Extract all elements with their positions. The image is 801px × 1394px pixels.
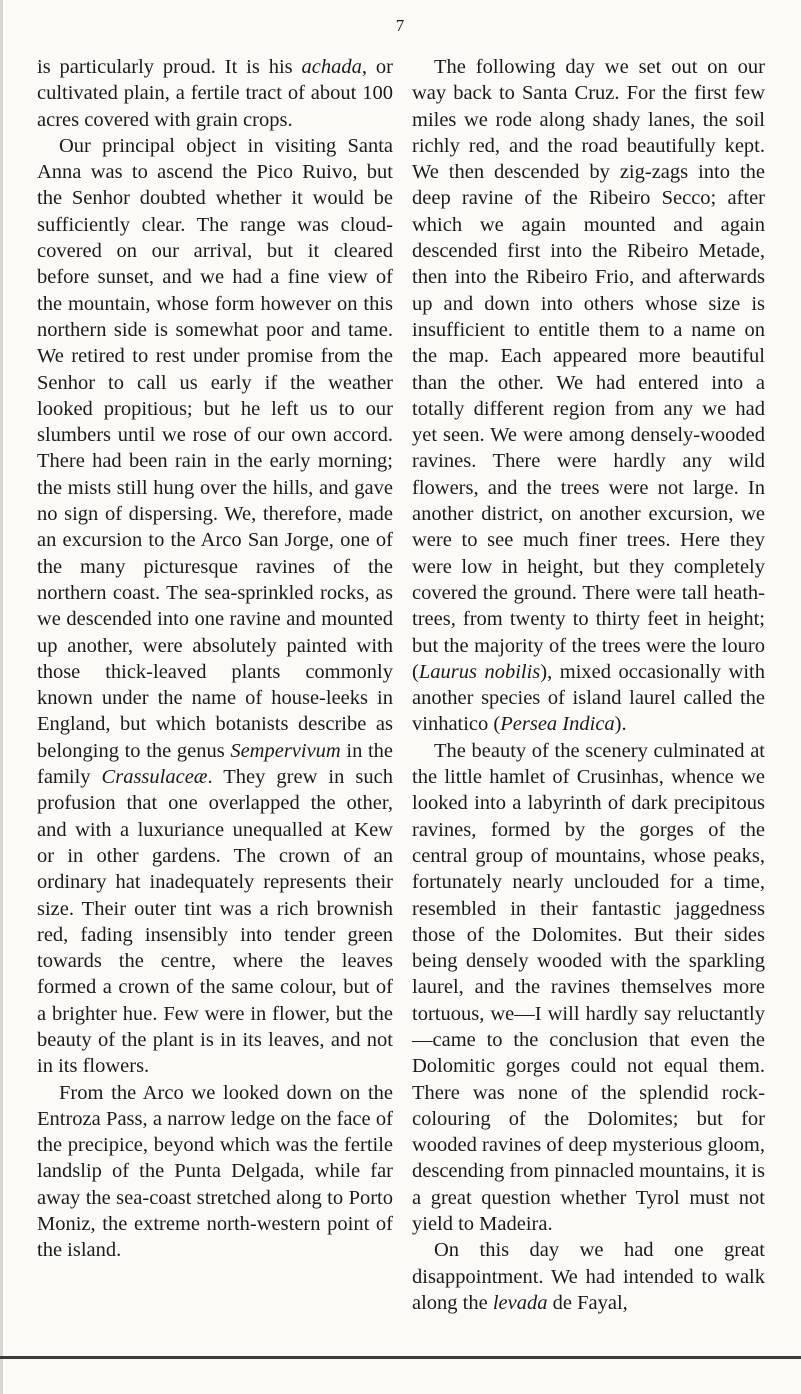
- paragraph-arco: From the Arco we looked down on the Entroza Pass, a narrow ledge on the face of the precipice, beyond which was the fertile landslip of the Punta Delgada, while far away the sea-coast stretched along to Porto Moniz, the extreme north-western point of the island.: [37, 1081, 393, 1262]
- paragraph-levada: On this day we had one great disappointment. We had intended to walk along the levada de Fayal,: [412, 1239, 765, 1314]
- paragraph-santa-cruz: The following day we set out on our way back to Santa Cruz. For the first few miles we rode along shady lanes, the soil richly red, and the road beautifully kept. We then descended by zig-zags into the deep ravine of the Ribeiro Secco; after which we again mounted and again descended first into the Ribeiro Metade, then into the Ribeiro Frio, and afterwards up and down into others whose size is insufficient to entitle them to a name on the map. Each appeared more beautiful than the other. We had entered into a totally different region from any we had yet seen. We were among densely-wooded ravines. There were hardly any wild flowers, and the trees were not large. In another district, on another excursion, we were to see much finer trees. Here they were low in height, but they completely covered the ground. There were tall heath-trees, from twenty to thirty feet in height; but the majority of the trees were the louro (Laurus nobilis), mixed occasionally with another species of island laurel called the vinhatico (Persea Indica).: [412, 56, 765, 736]
- paragraph-pico-ruivo: Our principal object in visiting Santa Anna was to ascend the Pico Ruivo, but the Senhor doubted whether it would be sufficiently clear. The range was cloud-covered on our arrival, but it cleared before sunset, and we had a fine view of the mountain, whose form however on this northern side is somewhat poor and tame. We retired to rest under promise from the Senhor to call us early if the weather looked propitious; but he left us to our slumbers until we rose of our own accord. There had been rain in the early morning; the mists still hung over the hills, and gave no sign of dispersing. We, therefore, made an excursion to the Arco San Jorge, one of the many picturesque ravines of the northern coast. The sea-sprinkled rocks, as we descended into one ravine and mounted up another, were absolutely painted with those thick-leaved plants commonly known under the name of house-leeks in England, but which botanists describe as belonging to the genus Sempervivum in the family Crassulaceæ. They grew in such profusion that one overlapped the other, and with a luxuriance unequalled at Kew or in other gardens. The crown of an ordinary hat inadequately represents their size. Their outer tint was a rich brownish red, fading insensibly into tender green towards the centre, where the leaves formed a crown of the same colour, but of a brighter hue. Few were in flower, but the beauty of the plant is in its leaves, and not in its flowers.: [37, 134, 393, 1078]
- page-number: 7: [395, 16, 405, 35]
- bottom-rule: [0, 1356, 801, 1359]
- left-column: [37, 54, 393, 1264]
- paragraph-achada: is particularly proud. It is his achada, or cultivated plain, a fertile tract of about 100 acres covered with grain crops.: [37, 56, 393, 131]
- paragraph-crusinhas: The beauty of the scenery culminated at the little hamlet of Crusinhas, whence we looked into a labyrinth of dark precipitous ravines, formed by the gorges of the central group of mountains, whose peaks, fortunately nearly unclouded for a time, resembled in their fantastic jaggedness those of the Dolomites. But their sides being densely wooded with the sparkling laurel, and the ravines themselves more tortuous, we—I will hardly say reluctantly—came to the conclusion that even the Dolomitic gorges could not equal them. There was none of the splendid rock-colouring of the Dolomites; but for wooded ravines of deep mysterious gloom, descending from pinnacled mountains, it is a great question whether Tyrol must not yield to Madeira.: [412, 739, 765, 1236]
- page-edge-shadow: [0, 0, 3, 1394]
- right-column: [412, 54, 765, 1316]
